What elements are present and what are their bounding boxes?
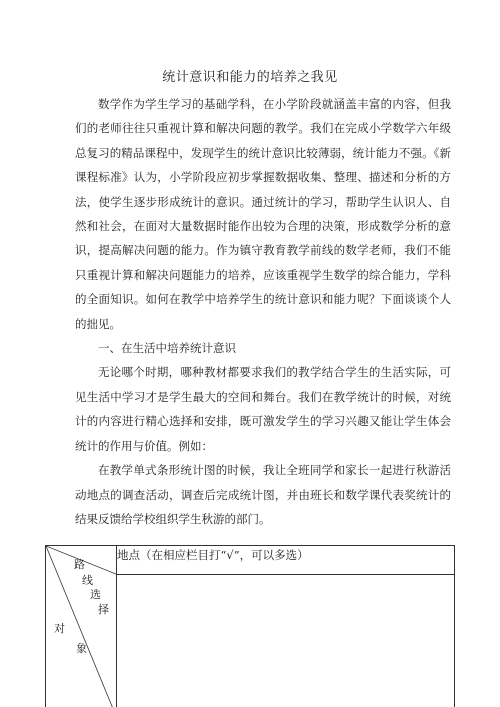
survey-table [45, 545, 455, 707]
page-title: 统计意识和能力的培养之我见 [162, 70, 338, 85]
paragraph-example: 在教学单式条形统计图的时候，我让全班同学和家长一起进行秋游活动地点的调查活动，调查后完成统计图，并由班长和数学课代表奖统计的结果反馈给学校组织学生秋游的部门。 [75, 463, 451, 526]
document-body [75, 92, 451, 531]
corner-label-object-1: 对 [54, 622, 65, 635]
survey-body-cell [117, 575, 455, 707]
corner-label-route-2: 线 [82, 574, 93, 587]
place-header-cell [117, 546, 455, 575]
survey-table-container [45, 545, 455, 707]
paragraph-life: 无论哪个时期，哪种教材都要求我们的教学结合学生的生活实际，可见生活中学习才是学生最大的空间和舞台。我们在教学统计的时候，对统计的内容进行精心选择和安排，既可激发学生的学习兴趣又能让学生体会统计的作用与价值。例如： [75, 365, 451, 453]
paragraph-intro: 数学作为学生学习的基础学科，在小学阶段就涵盖丰富的内容，但我们的老师往往只重视计算和解决问题的教学。我们在完成小学数学六年级总复习的精品课程中，发现学生的统计意识比较薄弱，统计能力不强。《新课程标准》认为，小学阶段应初步掌握数据收集、整理、描述和分析的方法，使学生逐步形成统计的意识。通过统计的学习，帮助学生认识人、自然和社会，在面对大量数据时能作出较为合理的决策，形成数学分析的意识，提高解决问题的能力。作为镇守教育教学前线的数学老师，我们不能只重视计算和解决问题能力的培养，应该重视学生数学的综合能力，学科的全面知识。如何在教学中培养学生的统计意识和能力呢？下面谈谈个人的拙见。 [75, 97, 451, 331]
section-heading: 一、在生活中培养统计意识 [98, 341, 236, 356]
corner-label-choose-2: 择 [98, 603, 109, 616]
diagonal-header-cell [46, 546, 117, 707]
corner-label-route-1: 路 [74, 558, 85, 571]
corner-label-object-2: 象 [76, 642, 87, 655]
corner-label-choose-1: 选 [90, 588, 101, 601]
place-header-label: 地点（在相应栏目打“√”，可以多选） [117, 548, 309, 562]
